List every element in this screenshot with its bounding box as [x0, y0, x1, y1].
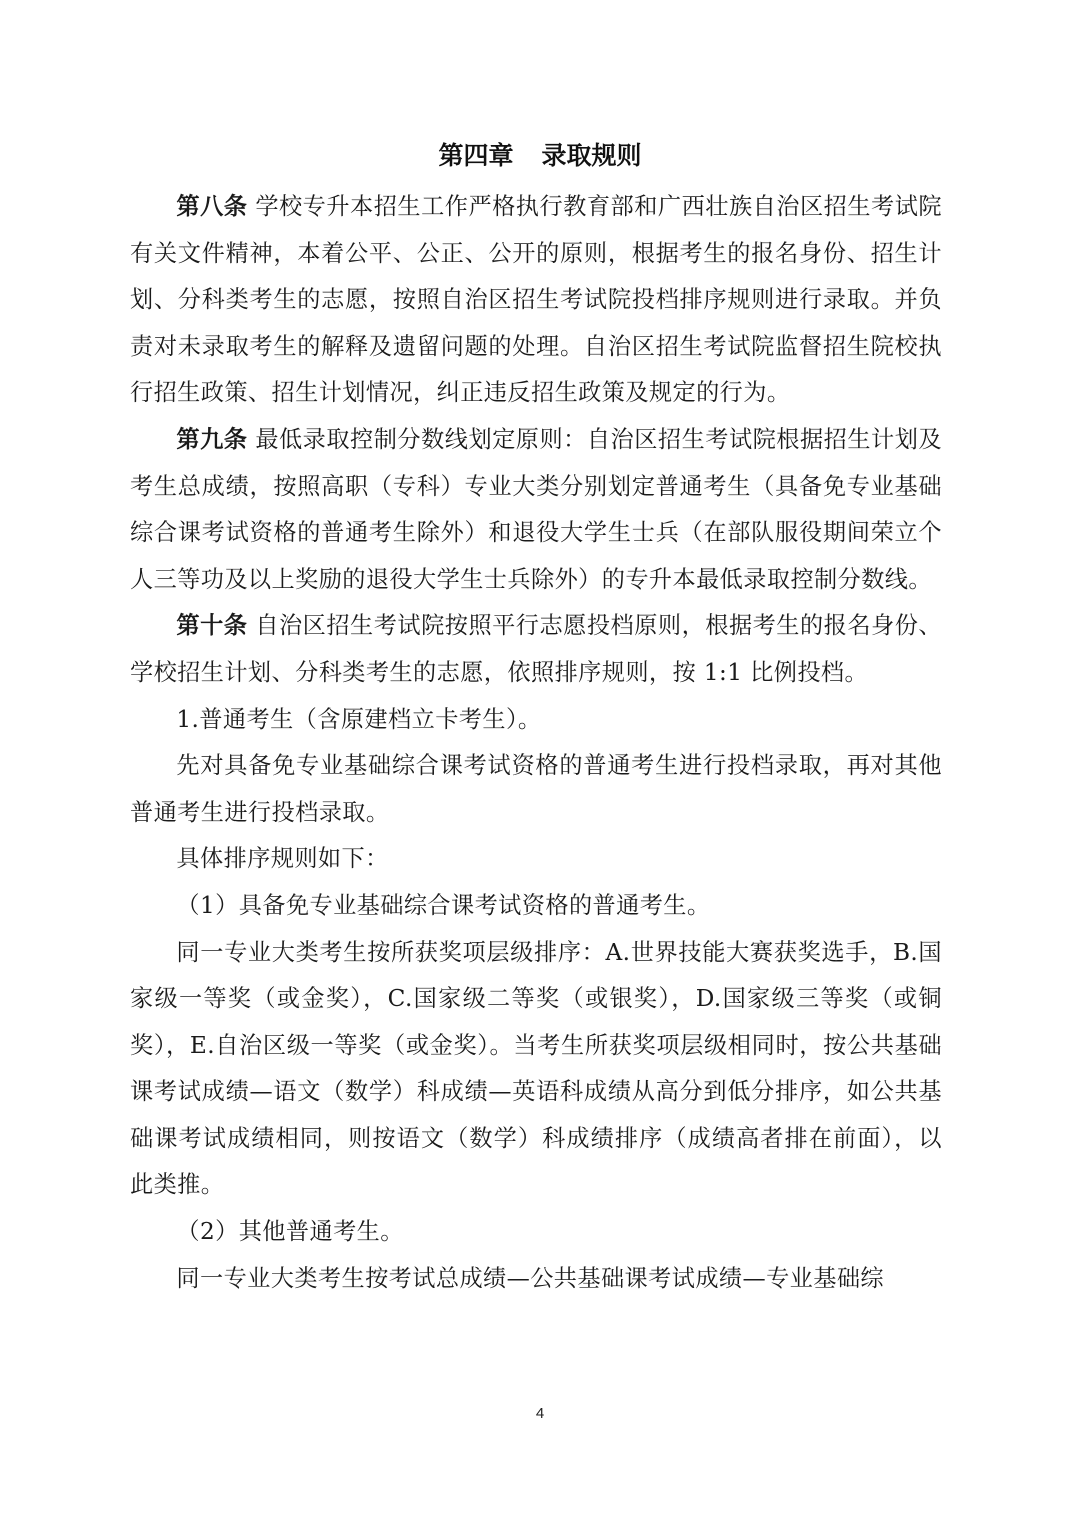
article-9-label: 第九条	[176, 425, 248, 453]
article-9	[130, 417, 942, 603]
paragraph-rules-intro: 具体排序规则如下：	[176, 845, 389, 873]
paragraph-score-ranking: 同一专业大类考生按考试总成绩—公共基础课考试成绩—专业基础综	[176, 1264, 885, 1292]
paragraph-subsection-2: （2）其他普通考生。	[176, 1218, 404, 1246]
article-8	[130, 184, 942, 417]
paragraph-subsection-1: （1）具备免专业基础综合课考试资格的普通考生。	[176, 891, 711, 919]
article-10	[130, 603, 942, 696]
article-10-text: 自治区招生考试院按照平行志愿投档原则，根据考生的报名身份、学校招生计划、分科类考生的志愿，依照排序规则，按 1:1 比例投档。	[130, 612, 942, 686]
article-10-label: 第十条	[176, 612, 248, 640]
paragraph-award-ranking: 同一专业大类考生按所获奖项层级排序：A.世界技能大赛获奖选手，B.国家级一等奖（或金奖），C.国家级二等奖（或银奖），D.国家级三等奖（或铜奖），E.自治区级一等奖（或金奖）。当考生所获奖项层级相同时，按公共基础课考试成绩—语文（数学）科成绩—英语科成绩从高分到低分排序，如公共基础课考试成绩相同，则按语文（数学）科成绩排序（成绩高者排在前面），以此类推。	[130, 938, 942, 1199]
article-8-text: 学校专升本招生工作严格执行教育部和广西壮族自治区招生考试院有关文件精神，本着公平、公正、公开的原则，根据考生的报名身份、招生计划、分科类考生的志愿，按照自治区招生考试院投档排序规则进行录取。并负责对未录取考生的解释及遗留问题的处理。自治区招生考试院监督招生院校执行招生政策、招生计划情况，纠正违反招生政策及规定的行为。	[130, 193, 942, 407]
document-body	[130, 184, 942, 1302]
article-9-text: 最低录取控制分数线划定原则：自治区招生考试院根据招生计划及考生总成绩，按照高职（专科）专业大类分别划定普通考生（具备免专业基础综合课考试资格的普通考生除外）和退役大学生士兵（在部队服役期间荣立个人三等功及以上奖励的退役大学生士兵除外）的专升本最低录取控制分数线。	[130, 425, 942, 593]
chapter-label: 第四章	[438, 141, 514, 170]
chapter-title: 录取规则	[541, 141, 642, 170]
page-number: 4	[535, 1405, 545, 1422]
paragraph-ordinary-candidates: 1.普通考生（含原建档立卡考生）。	[176, 705, 542, 733]
article-8-label: 第八条	[176, 193, 248, 220]
chapter-heading	[0, 136, 1080, 176]
paragraph-admission-order: 先对具备免专业基础综合课考试资格的普通考生进行投档录取，再对其他普通考生进行投档录取。	[130, 752, 942, 826]
